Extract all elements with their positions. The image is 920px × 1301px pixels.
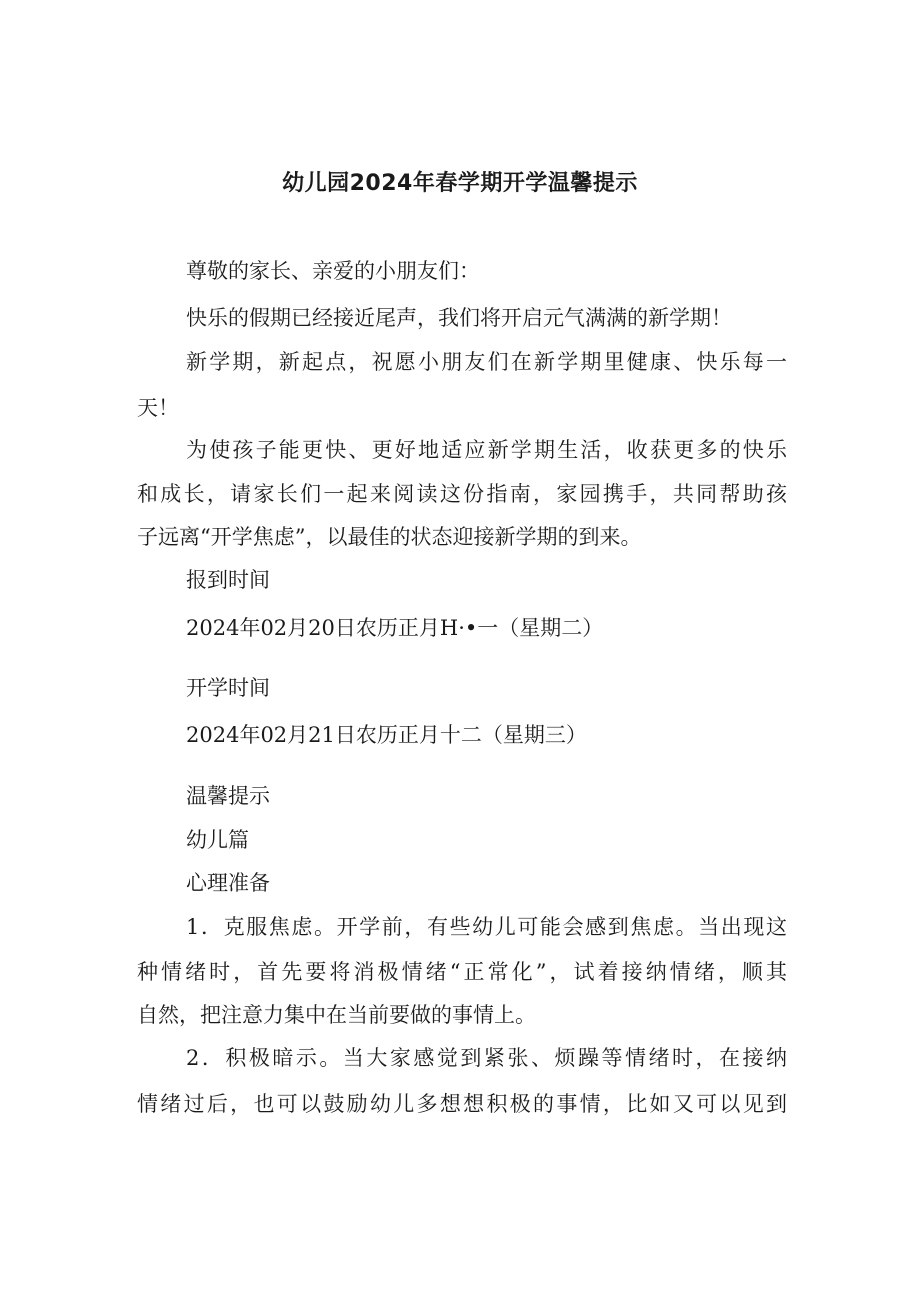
tips-heading: 温馨提示	[186, 784, 270, 808]
start-date: 2024年02月21日农历正月十二（星期三）	[186, 723, 587, 747]
item-1-line-2: 种情绪时，首先要将消极情绪“正常化”，试着接纳情绪，顺其	[137, 960, 787, 984]
wish-text-line-2: 天！	[137, 396, 179, 420]
item-2-line-2: 情绪过后，也可以鼓励幼儿多想想积极的事情，比如又可以见到	[137, 1092, 787, 1116]
item-1-line-1: 1．克服焦虑。开学前，有些幼儿可能会感到焦虑。当出现这	[186, 915, 787, 939]
purpose-text-line-1: 为使孩子能更快、更好地适应新学期生活，收获更多的快乐	[186, 438, 787, 462]
intro-text: 快乐的假期已经接近尾声，我们将开启元气满满的新学期！	[186, 306, 732, 330]
child-section-heading: 幼儿篇	[186, 828, 249, 852]
report-date: 2024年02月20日农历正月H·•一（星期二）	[186, 616, 604, 640]
purpose-text-line-2: 和成长，请家长们一起来阅读这份指南，家园携手，共同帮助孩	[137, 482, 787, 506]
report-time-heading: 报到时间	[186, 568, 270, 592]
item-1-line-3: 自然，把注意力集中在当前要做的事情上。	[137, 1003, 536, 1027]
greeting-text: 尊敬的家长、亲爱的小朋友们：	[186, 259, 480, 283]
start-time-heading: 开学时间	[186, 676, 270, 700]
psych-prep-heading: 心理准备	[186, 871, 270, 895]
wish-text-line-1: 新学期，新起点，祝愿小朋友们在新学期里健康、快乐每一	[186, 350, 787, 374]
purpose-text-line-3: 子远离“开学焦虑”，以最佳的状态迎接新学期的到来。	[137, 525, 642, 549]
item-2-line-1: 2．积极暗示。当大家感觉到紧张、烦躁等情绪时，在接纳	[186, 1046, 787, 1070]
page-title: 幼儿园2024年春学期开学温馨提示	[282, 171, 638, 196]
